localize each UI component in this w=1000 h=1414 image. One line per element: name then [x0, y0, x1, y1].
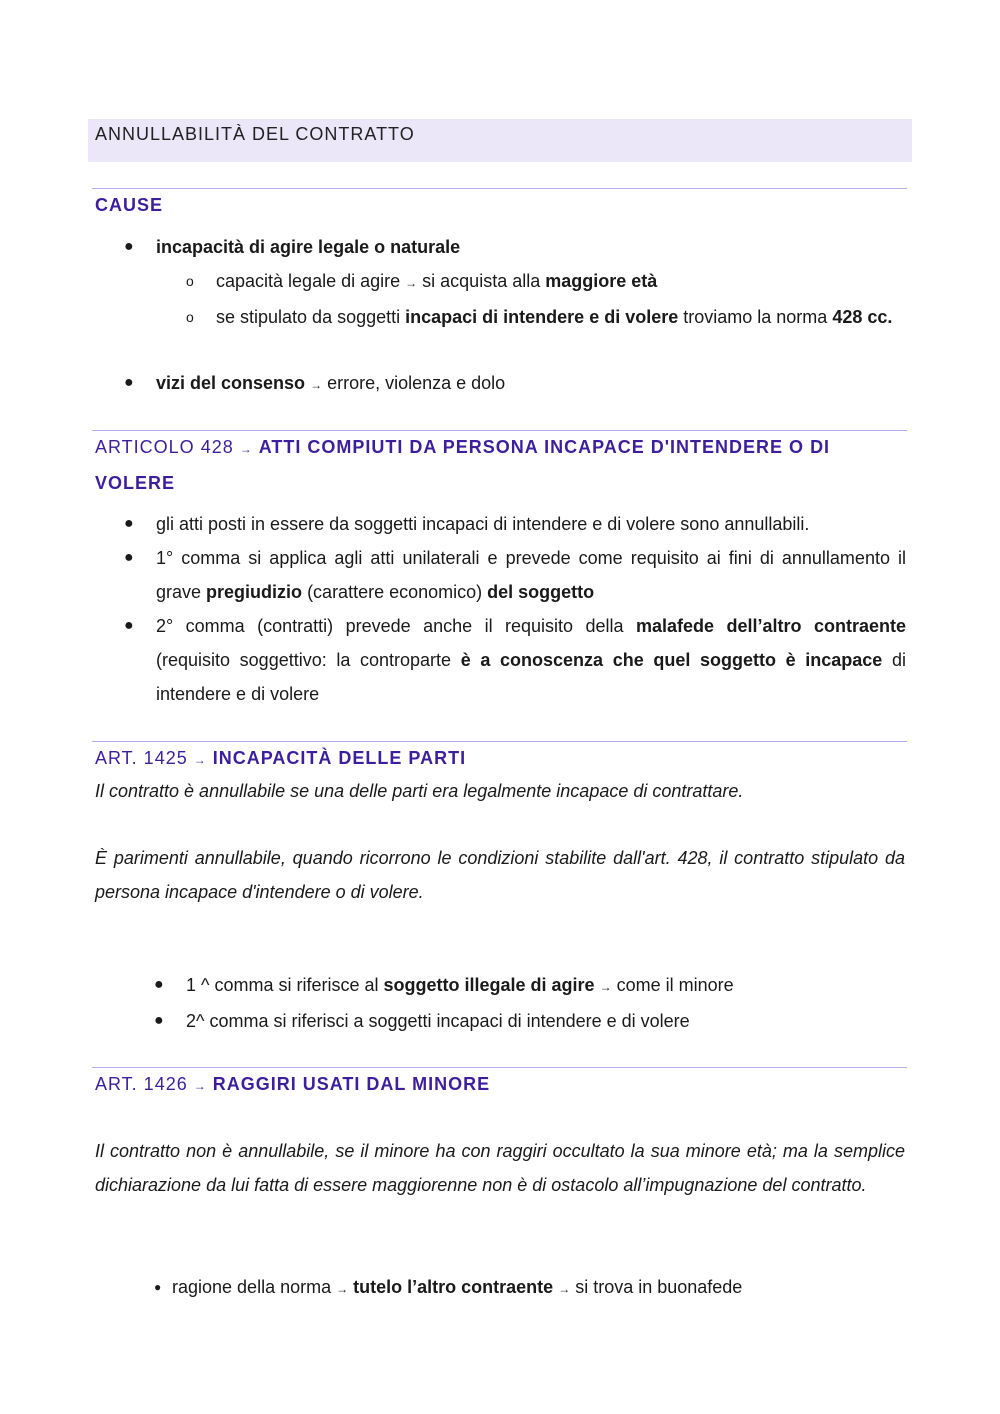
section-heading-cause — [95, 188, 907, 222]
heading-text: CAUSE — [95, 195, 164, 215]
section-heading-art1426: ART. 1426 → RAGGIRI USATI DAL MINORE — [95, 1074, 491, 1094]
list-item: ● 2^ comma si riferisci a soggetti incapaci di intendere e di volere — [186, 1004, 906, 1038]
section-heading-art428: ARTICOLO 428 → ATTI COMPIUTI DA PERSONA INCAPACE D'INTENDERE O DI VOLERE — [95, 437, 831, 493]
cause-list-2 — [124, 366, 906, 402]
art1426-list — [154, 1270, 906, 1306]
list-item: o se stipulato da soggetti incapaci di intendere e di volere troviamo la norma 428 cc. — [216, 300, 906, 334]
cause-sublist — [186, 264, 906, 334]
list-item: ● 1° comma si applica agli atti unilaterali e prevede come requisito ai fini di annullamento il grave pregiudizio (carattere economico) del soggetto — [156, 541, 906, 609]
list-item: ● 2° comma (contratti) prevede anche il requisito della malafede dell’altro contraente (requisito soggettivo: la controparte è a conoscenza che quel soggetto è incapace di intendere e di volere — [156, 609, 906, 711]
art1425-list — [154, 968, 906, 1038]
document-title: ANNULLABILITÀ DEL CONTRATTO — [88, 119, 912, 162]
bullet-icon: ● — [154, 1012, 164, 1029]
circle-bullet-icon: o — [186, 309, 194, 325]
art428-list — [124, 507, 906, 711]
bullet-icon: ● — [124, 549, 134, 566]
section-heading-art1425: ART. 1425 → INCAPACITÀ DELLE PARTI — [95, 748, 467, 768]
list-item: ● incapacità di agire legale o naturale — [156, 230, 906, 264]
list-item: ● gli atti posti in essere da soggetti incapaci di intendere e di volere sono annullabili. — [156, 507, 906, 541]
article-text: Il contratto è annullabile se una delle parti era legalmente incapace di contrattare. — [95, 781, 744, 801]
bullet-icon: ● — [124, 617, 134, 634]
list-item: ● 1 ^ comma si riferisce al soggetto illegale di agire → come il minore — [186, 968, 906, 1004]
bullet-icon: ● — [154, 976, 164, 993]
cause-list — [124, 230, 906, 264]
bullet-icon: ● — [154, 1280, 162, 1294]
bullet-icon: ● — [124, 238, 134, 255]
circle-bullet-icon: o — [186, 273, 194, 289]
bullet-icon: ● — [124, 515, 134, 532]
article-text: È parimenti annullabile, quando ricorrono le condizioni stabilite dall'art. 428, il contratto stipulato da persona incapace d'intendere o di volere. — [95, 848, 905, 902]
list-item: ● vizi del consenso → errore, violenza e dolo — [156, 366, 906, 402]
list-item: o capacità legale di agire → si acquista alla maggiore età — [216, 264, 906, 300]
list-item: ● ragione della norma → tutelo l’altro contraente → si trova in buonafede — [172, 1270, 906, 1306]
article-text: Il contratto non è annullabile, se il minore ha con raggiri occultato la sua minore età; ma la semplice dichiarazione da lui fatta di essere maggiorenne non è di ostacolo all’impugnazione del contratto. — [95, 1141, 905, 1195]
bullet-icon: ● — [124, 374, 134, 391]
